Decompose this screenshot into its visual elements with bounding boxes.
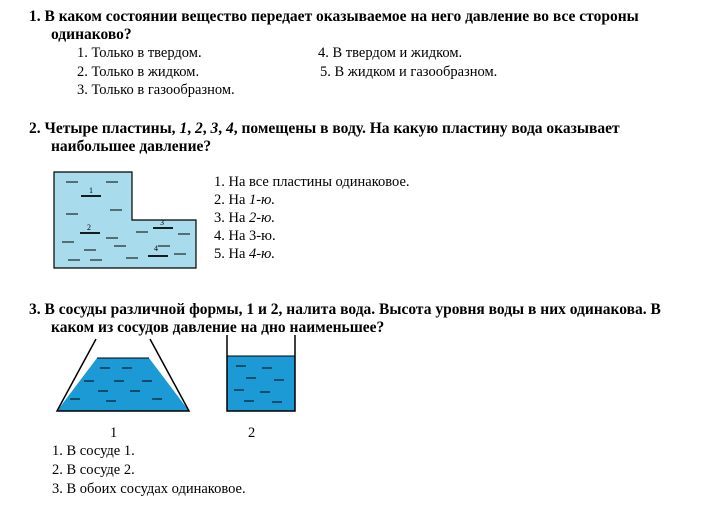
- q2-option-2-text: 2. На: [214, 192, 250, 208]
- question-1-number: 1.: [29, 8, 41, 25]
- plate-label-3: 3: [160, 218, 164, 227]
- q2-text-part: ,: [187, 120, 195, 137]
- q1-option-1: 1. Только в твердом.: [77, 45, 202, 61]
- vessel-label-2: 2: [248, 425, 256, 441]
- q2-option-3: [214, 210, 275, 227]
- q2-option-5: [214, 246, 275, 263]
- q2-option-5-italic: 4-ю.: [249, 246, 275, 262]
- q2-text-part: , помещены в воду. На какую пластину вода оказывает: [233, 120, 620, 137]
- question-3-text: В сосуды различной формы, 1 и 2, налита вода. Высота уровня воды в них одинакова. В: [44, 301, 661, 318]
- q2-text-part: ,: [202, 120, 211, 137]
- q3-option-2: 2. В сосуде 2.: [52, 462, 135, 478]
- q1-option-4: 4. В твердом и жидком.: [318, 45, 463, 61]
- q2-plate-ref: 4: [225, 120, 234, 137]
- q2-option-1-text: 1. На все пластины одинаковое.: [214, 174, 410, 190]
- vessel-label-1: 1: [110, 425, 118, 441]
- plates-figure: [54, 172, 200, 272]
- plate-label-1: 1: [89, 186, 93, 195]
- question-2-line1: [29, 120, 620, 138]
- q2-option-4: [214, 228, 276, 245]
- plate-label-4: 4: [154, 244, 158, 253]
- q2-option-3-italic: 2-ю.: [249, 210, 275, 226]
- q2-option-5-text: 5. На: [214, 246, 250, 262]
- vessel-2-figure: [226, 335, 296, 413]
- question-1-line2: одинаково?: [51, 26, 132, 43]
- question-3-number: 3.: [29, 301, 41, 318]
- q3-option-1: 1. В сосуде 1.: [52, 443, 135, 459]
- vessel-1-water: [57, 358, 189, 411]
- question-3-line1: [29, 301, 661, 319]
- q2-text-part: Четыре пластины,: [44, 120, 180, 137]
- q2-plate-ref: 3: [210, 120, 219, 137]
- plate-label-2: 2: [87, 223, 91, 232]
- q1-option-2: 2. Только в жидком.: [77, 64, 200, 80]
- question-2-number: 2.: [29, 120, 41, 137]
- question-3-line2: каком из сосудов давление на дно наименьшее?: [51, 319, 385, 336]
- q2-option-1: [214, 174, 410, 191]
- q2-plate-ref: 2: [194, 120, 203, 137]
- q3-option-3: 3. В обоих сосудах одинаковое.: [52, 481, 246, 497]
- vessel-2-water: [227, 356, 295, 411]
- q2-option-3-text: 3. На: [214, 210, 250, 226]
- question-1-text: В каком состоянии вещество передает оказываемое на него давление во все стороны: [44, 8, 639, 25]
- q2-option-4-text: 4. На 3-ю.: [214, 228, 276, 244]
- q1-option-3: 3. Только в газообразном.: [77, 82, 235, 98]
- vessel-1-figure: [56, 337, 190, 413]
- question-2-line2: наибольшее давление?: [51, 138, 212, 155]
- q2-option-2-italic: 1-ю.: [249, 192, 275, 208]
- q2-plate-ref: 1: [179, 120, 188, 137]
- q1-option-5: 5. В жидком и газообразном.: [320, 64, 498, 80]
- question-1-line1: [29, 8, 639, 26]
- q2-option-2: [214, 192, 275, 209]
- q2-text-part: ,: [218, 120, 226, 137]
